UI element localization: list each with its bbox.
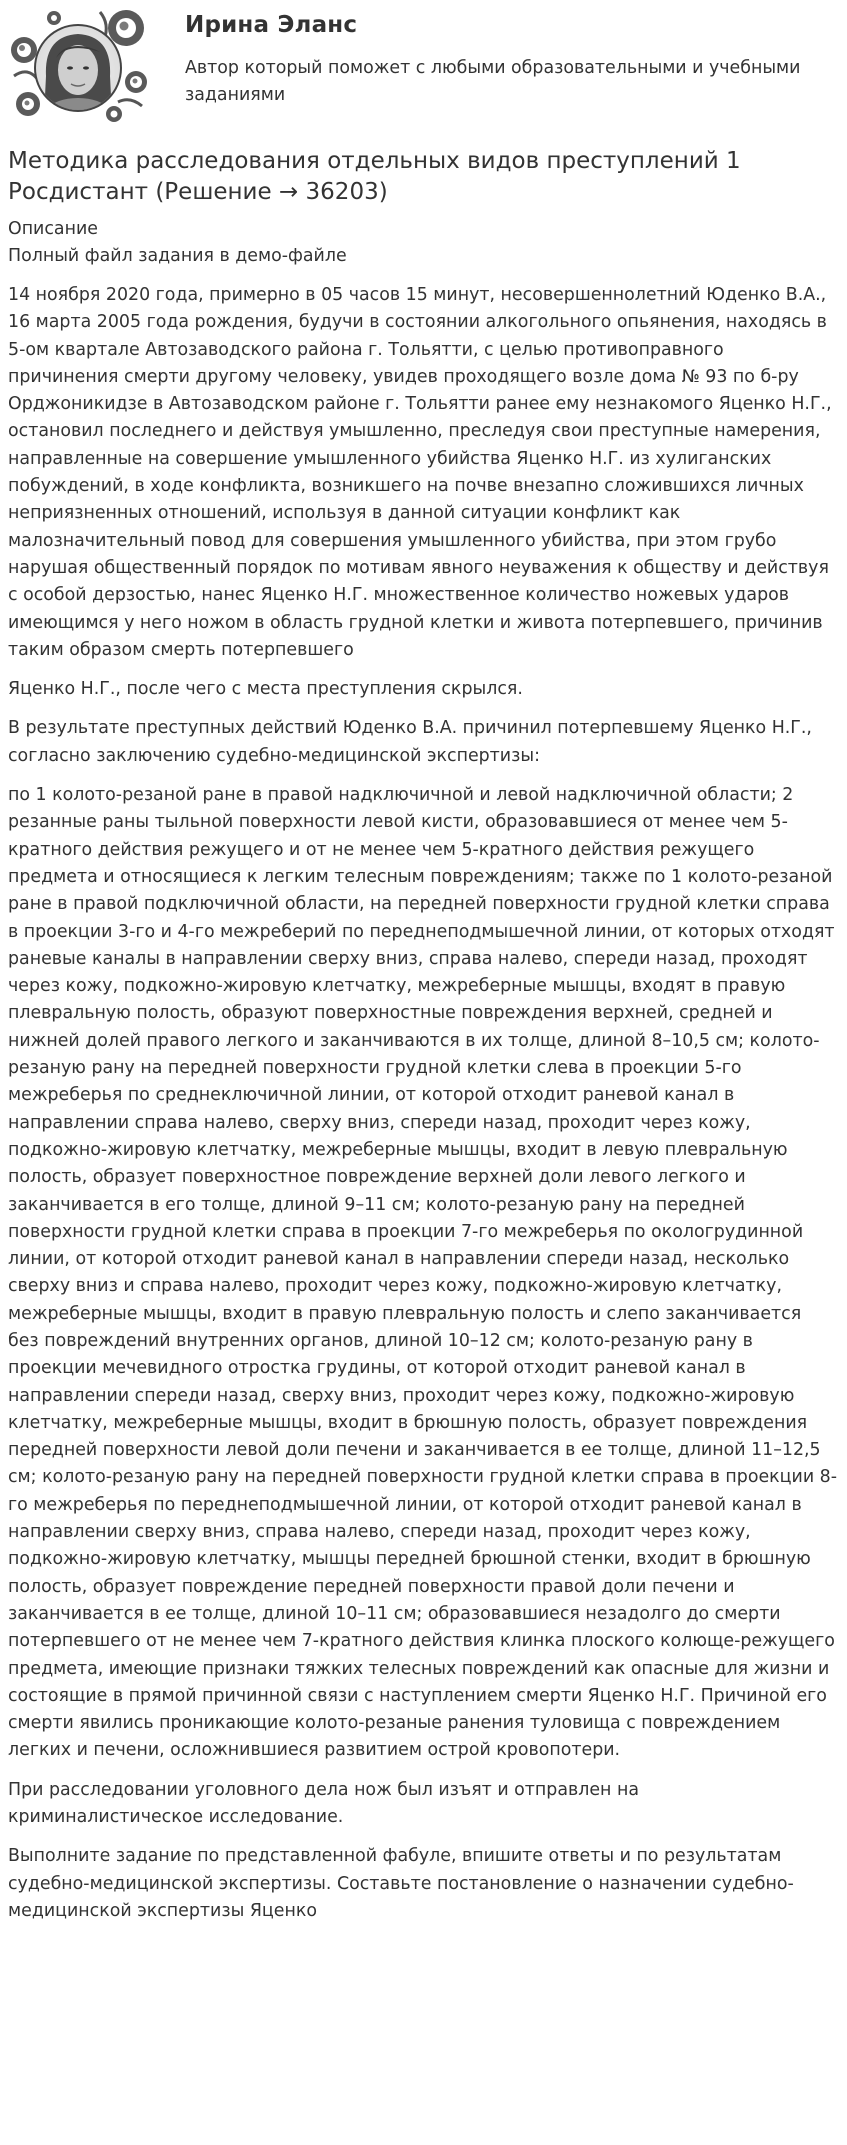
task-content (8, 146, 837, 1937)
paragraph-injuries: по 1 колото-резаной ране в правой надключичной и левой надключичной области; 2 резанные раны тыльной поверхности левой кисти, образовавшиеся от менее чем 5-кратного действия режущего и от не менее чем 5-кратного действия режущего предмета и относящиеся к легким телесным повреждениям; также по 1 колото-резаной ране в правой подключичной области, на передней поверхности грудной клетки справа в проекции 3-го и 4-го межреберий по переднеподмышечной линии, от которых отходят раневые каналы в направлении сверху вниз, справа налево, спереди назад, проходят через кожу, подкожно-жировую клетчатку, межреберные мышцы, входят в правую плевральную полость, образуют поверхностные повреждения верхней, средней и нижней долей правого легкого и заканчиваются в их толще, длиной 8–10,5 см; колото-резаную рану на передней поверхности грудной клетки слева в проекции 5-го межреберья по среднеключичной линии, от которой отходит раневой канал в направлении справа налево, сверху вниз, спереди назад, проходит через кожу, подкожно-жировую клетчатку, межреберные мышцы, входит в левую плевральную полость, образует поверхностное повреждение верхней доли левого легкого и заканчивается в его толще, длиной 9–11 см; колото-резаную рану на передней поверхности грудной клетки справа в проекции 7-го межреберья по окологрудинной линии, от которой отходит раневой канал в направлении спереди назад, несколько сверху вниз и справа налево, проходит через кожу, подкожно-жировую клетчатку, межреберные мышцы, входит в правую плевральную полость и слепо заканчивается без повреждений внутренних органов, длиной 10–12 см; колото-резаную рану в проекции мечевидного отростка грудины, от которой отходит раневой канал в направлении спереди назад, сверху вниз, проходит через кожу, подкожно-жировую клетчатку, межреберные мышцы, входит в брюшную полость, образует повреждения передней поверхности левой доли печени и заканчивается в ее толще, длиной 11–12,5 см; колото-резаную рану на передней поверхности грудной клетки справа в проекции 8-го межреберья по переднеподмышечной линии, от которой отходит раневой канал в направлении сверху вниз, справа налево, спереди назад, проходит через кожу, подкожно-жировую клетчатку, мышцы передней брюшной стенки, входит в брюшную полость, образует повреждение передней поверхности правой доли печени и заканчивается в ее толще, длиной 10–11 см; образовавшиеся незадолго до смерти потерпевшего от не менее чем 7-кратного действия клинка плоского колюще-режущего предмета, имеющие признаки тяжких телесных повреждений как опасные для жизни и состоящие в прямой причинной связи с наступлением смерти Яценко Н.Г. Причиной его смерти явились проникающие колото-резаные ранения туловища с повреждением легких и печени, осложнившиеся развитием острой кровопотери. (8, 785, 837, 1761)
paragraph-escape: Яценко Н.Г., после чего с места преступления скрылся. (8, 679, 523, 700)
author-card (8, 6, 828, 126)
author-avatar[interactable] (8, 6, 148, 126)
author-description: Автор который поможет с любыми образовательными и учебными заданиями (185, 58, 801, 105)
paragraph-result-intro: В результате преступных действий Юденко В.А. причинил потерпевшему Яценко Н.Г., согласно заключению судебно-медицинской экспертизы: (8, 718, 812, 766)
author-name[interactable]: Ирина Эланс (185, 12, 358, 38)
paragraph-crime-facts: 14 ноября 2020 года, примерно в 05 часов 15 минут, несовершеннолетний Юденко В.А., 16 марта 2005 года рождения, будучи в состоянии алкогольного опьянения, находясь в 5-ом квартале Автозаводского района г. Тольятти, с целью противоправного причинения смерти другому человеку, увидев проходящего возле дома № 93 по б-ру Орджоникидзе в Автозаводском районе г. Тольятти ранее ему незнакомого Яценко Н.Г., остановил последнего и действуя умышленно, преследуя свои преступные намерения, направленные на совершение умышленного убийства Яценко Н.Г. из хулиганских побуждений, в ходе конфликта, возникшего на почве внезапно сложившихся личных неприязненных отношений, используя в данной ситуации конфликт как малозначительный повод для совершения умышленного убийства, при этом грубо нарушая общественный порядок по мотивам явного неуважения к обществу и действуя с особой дерзостью, нанес Яценко Н.Г. множественное количество ножевых ударов имеющимся у него ножом в область грудной клетки и живота потерпевшего, причинив таким образом смерть потерпевшего (8, 285, 832, 660)
paragraph-assignment: Выполните задание по представленной фабуле, впишите ответы и по результатам судебно-медицинской экспертизы. Составьте постановление о назначении судебно-медицинской экспертизы Яценко (8, 1846, 794, 1921)
paragraph-knife-seized: При расследовании уголовного дела нож был изъят и отправлен на криминалистическое исследование. (8, 1779, 639, 1828)
description-label: Описание (8, 219, 98, 239)
demo-file-note: Полный файл задания в демо-файле (8, 246, 347, 266)
page-title: Методика расследования отдельных видов преступлений 1 Росдистант (Решение → 36203) (8, 148, 741, 205)
